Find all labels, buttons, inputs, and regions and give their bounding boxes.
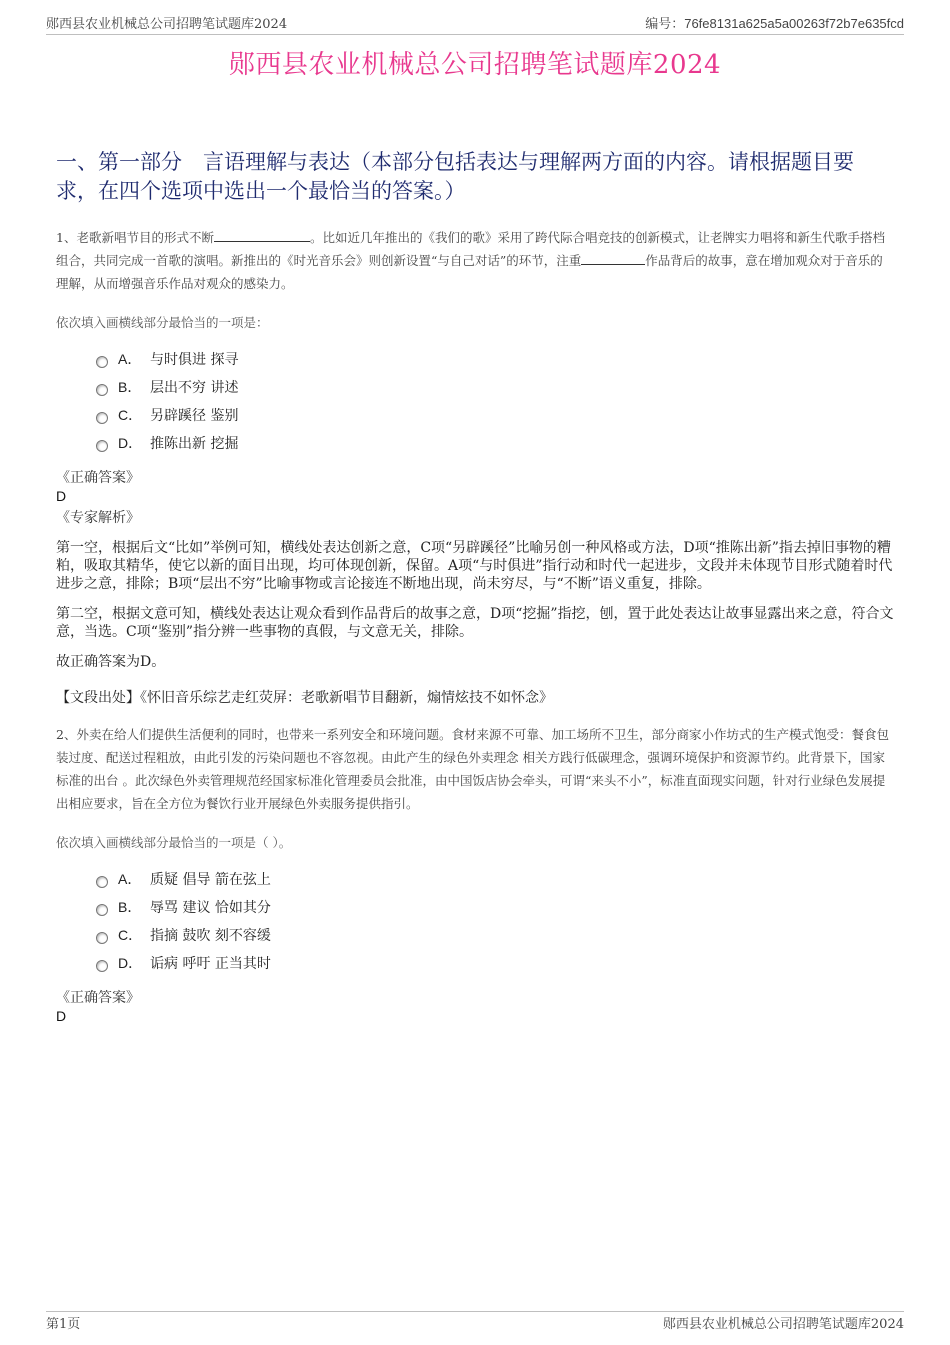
- page-header: [46, 12, 904, 35]
- q1-stem-part-a: 1、老歌新唱节目的形式不断: [56, 230, 214, 245]
- document-title: 郧西县农业机械总公司招聘笔试题库2024: [228, 50, 722, 80]
- analysis-paragraph-1: 第一空，根据后文“比如”举例可知，横线处表达创新之意，C项“另辟蹊径”比喻另创一种风格或方法，D项“推陈出新”指去掉旧事物的糟粕，吸取其精华，使它以新的面目出现，均可体现创新，保留。A项“与时俱进”指行动和时代一起进步，文段并未体现节目形式随着时代进步之意，排除；B项“层出不穷”比喻事物或言论接连不断地出现，尚未穷尽，与“不断”语义重复，排除。: [56, 540, 893, 592]
- question-1-options: [56, 345, 894, 457]
- option-letter: B．: [118, 899, 142, 915]
- option-text: 质疑 倡导 箭在弦上: [150, 872, 271, 888]
- option-d[interactable]: [96, 429, 894, 457]
- fill-blank: [581, 252, 645, 265]
- question-2-stem: 2、外卖在给人们提供生活便利的同时，也带来一系列安全和环境问题。食材来源不可靠、加工场所不卫生，部分商家小作坊式的生产模式饱受：餐食包装过度、配送过程粗放，由此引发的污染问题也不容忽视。由此产生的绿色外卖理念 相关方践行低碳理念，强调环境保护和资源节约。此背景下，国家标准的出台 。此次绿色外卖管理规范经国家标准化管理委员会批准，由中国饭店协会牵头，可谓“来头不小”，标准直面现实问题，针对行业绿色发展提出相应要求，旨在全方位为餐饮行业开展绿色外卖服务提供指引。: [56, 727, 889, 811]
- document-body: [56, 148, 894, 1025]
- radio-icon[interactable]: [96, 384, 108, 396]
- analysis-conclusion: 故正确答案为D。: [56, 654, 166, 670]
- question-2-options: [56, 865, 894, 977]
- option-letter: C．: [118, 407, 143, 423]
- expert-analysis-label: 《专家解析》: [56, 510, 140, 526]
- option-letter: A．: [118, 871, 142, 887]
- header-code-label: 编号：: [645, 17, 685, 32]
- passage-source: 【文段出处】《怀旧音乐综艺走红荧屏：老歌新唱节目翻新，煽情炫技不如怀念》: [56, 690, 553, 706]
- page-footer: [46, 1311, 904, 1332]
- option-a[interactable]: [96, 865, 894, 893]
- option-text: 层出不穷 讲述: [150, 380, 239, 396]
- option-c[interactable]: [96, 921, 894, 949]
- question-2: [56, 723, 894, 1025]
- q1-stem-part-b: 。比如近几年推出的《我们的歌》采用了跨代际合唱竞技的创新模式，让老牌实力唱将和新生代歌手搭档组合，共同完成一首歌的演唱。新推出的《时光音乐会》则创新设置“与自己对话”的环节，注重: [56, 230, 885, 268]
- option-letter: D．: [118, 955, 143, 971]
- radio-icon[interactable]: [96, 440, 108, 452]
- question-1: [56, 226, 894, 707]
- question-1-prompt: 依次填入画横线部分最恰当的一项是：: [56, 315, 269, 330]
- option-letter: D．: [118, 435, 143, 451]
- q1-stem-part-c: 作品背后的故事，意在增加观众对于音乐的理解，从而增强音乐作品对观众的感染力。: [56, 253, 883, 291]
- header-doc-code: [645, 13, 904, 32]
- option-b[interactable]: [96, 373, 894, 401]
- radio-icon[interactable]: [96, 356, 108, 368]
- question-2-prompt: 依次填入画横线部分最恰当的一项是（ ）。: [56, 835, 292, 850]
- option-letter: C．: [118, 927, 143, 943]
- correct-answer-label: 《正确答案》: [56, 990, 140, 1006]
- option-d[interactable]: [96, 949, 894, 977]
- option-text: 与时俱进 探寻: [150, 352, 239, 368]
- footer-doc-title: 郧西县农业机械总公司招聘笔试题库2024: [662, 1317, 904, 1332]
- radio-icon[interactable]: [96, 932, 108, 944]
- section-heading: 一、第一部分 言语理解与表达（本部分包括表达与理解两方面的内容。请根据题目要求，在四个选项中选出一个最恰当的答案。）: [56, 150, 854, 203]
- radio-icon[interactable]: [96, 876, 108, 888]
- correct-answer-label: 《正确答案》: [56, 470, 140, 486]
- analysis-paragraph-2: 第二空，根据文意可知，横线处表达让观众看到作品背后的故事之意，D项“挖掘”指挖，刨，置于此处表达让故事显露出来之意，符合文意，当选。C项“鉴别”指分辨一些事物的真假，与文意无关，排除。: [56, 606, 894, 640]
- option-text: 指摘 鼓吹 刻不容缓: [150, 928, 271, 944]
- header-code-value: 76fe8131a625a5a00263f72b7e635fcd: [684, 16, 904, 31]
- radio-icon[interactable]: [96, 412, 108, 424]
- option-text: 推陈出新 挖掘: [150, 436, 239, 452]
- correct-answer-value: D: [56, 488, 67, 504]
- correct-answer-value: D: [56, 1008, 67, 1024]
- option-c[interactable]: [96, 401, 894, 429]
- option-letter: A．: [118, 351, 142, 367]
- radio-icon[interactable]: [96, 904, 108, 916]
- option-text: 诟病 呼吁 正当其时: [150, 956, 271, 972]
- fill-blank: [214, 229, 310, 242]
- radio-icon[interactable]: [96, 960, 108, 972]
- page-number: 第1页: [46, 1317, 81, 1332]
- option-letter: B．: [118, 379, 142, 395]
- question-1-stem: [56, 226, 894, 295]
- option-b[interactable]: [96, 893, 894, 921]
- header-doc-title: 郧西县农业机械总公司招聘笔试题库2024: [46, 17, 288, 32]
- option-text: 另辟蹊径 鉴别: [150, 408, 239, 424]
- option-a[interactable]: [96, 345, 894, 373]
- option-text: 辱骂 建议 恰如其分: [150, 900, 271, 916]
